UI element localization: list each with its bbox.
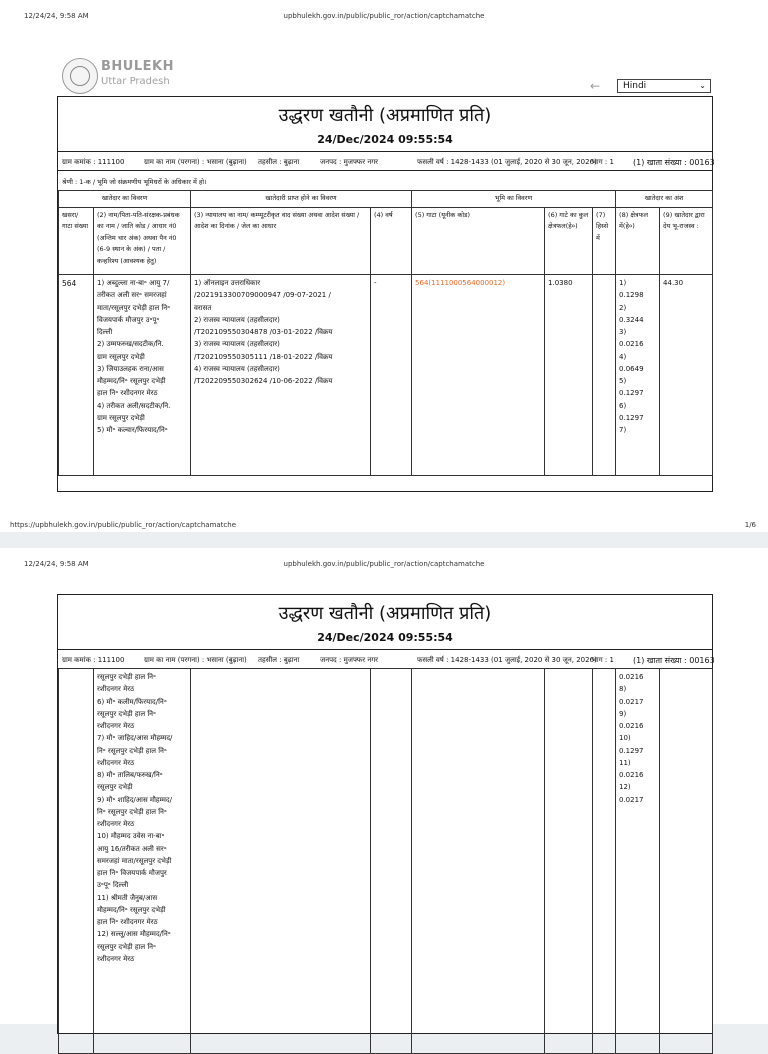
khasra-cell xyxy=(59,669,94,1054)
col-header-name: (2) नाम/पिता-पति-संरक्षक-प्रबंधक का नाम / जाति कोड / आधार नं0 (अन्तिम चार अंक) अथवा पैन नं0 (6-9 स्थान के अंक) / पता / कन्हरिश्य (आवश्यक हेतु) xyxy=(94,208,191,275)
tehsil: तहसील : बुढ़ाना xyxy=(258,158,300,166)
col-header-area: (6) गाटे का कुल क्षेत्रफल(हे०) xyxy=(545,208,593,275)
doc-title: उद्धरण खतौनी (अप्रमाणित प्रति) xyxy=(278,105,492,126)
list-item: 0.0217 xyxy=(619,795,644,804)
bhag: भाग : 1 xyxy=(592,158,614,166)
list-item: समरजहां माता/रसूलपुर दभेड़ी xyxy=(97,856,172,865)
area-cell xyxy=(545,669,593,1054)
list-item: हाल नि॰ रशीदनगर मेरठ xyxy=(97,389,158,398)
col-header-revenue: (9) खातेदार द्वारा देय भू-राजस्व : xyxy=(660,208,713,275)
language-selected: Hindi xyxy=(623,81,647,91)
district: जनपद : मुजफ्फर नगर xyxy=(320,656,379,664)
print-footer-url: https://upbhulekh.gov.in/public/public_ror/action/captchamatche xyxy=(10,521,237,529)
list-item: रशीदनगर मेरठ xyxy=(97,722,135,730)
khata-number: (1) खाता संख्या : 00163 xyxy=(633,656,715,665)
list-item: 1) xyxy=(619,279,627,287)
list-item: /T202109550305111 /18-01-2022 /विक्रय xyxy=(194,352,333,361)
list-item: रसूलपुर दभेड़ी हाल नि॰ xyxy=(97,673,157,681)
list-item: 2) राजस्व न्यायालय (तहसीलदार) xyxy=(194,315,280,324)
list-item: 1) ऑनलाइन उत्तराधिकार xyxy=(194,279,261,287)
list-item: 8) मौ॰ तालिब/फरुख/नि॰ xyxy=(97,771,163,779)
list-item: /T202109550304878 /03-01-2022 /विक्रय xyxy=(194,328,333,336)
list-item: 4) राजस्व न्यायालय (तहसीलदार) xyxy=(194,364,280,373)
print-page-number: 1/6 xyxy=(744,521,756,529)
brand-state: Uttar Pradesh xyxy=(101,76,170,87)
list-item: 4) xyxy=(619,352,627,361)
bhag: भाग : 1 xyxy=(592,656,614,664)
print-url: upbhulekh.gov.in/public/public_ror/action/captchamatche xyxy=(283,12,485,20)
list-item: 12) सल्लू/आस मौहम्मद/नि॰ xyxy=(97,930,171,939)
list-item: 12) xyxy=(619,783,631,792)
list-item: ग्राम रसूलपुर दभेड़ी xyxy=(97,413,145,422)
list-item: 5) मौ॰ कल्वार/फिरयाद/नि॰ xyxy=(97,426,168,434)
group-header-bhumi: भूमि का विवरण xyxy=(412,191,616,208)
list-item: 1) अब्दुल्ला ना-बा॰ आयु 7/ xyxy=(97,279,170,287)
list-item: वरासत xyxy=(194,303,212,312)
list-item: 2) उम्मफरुख/सदटीक/नि. xyxy=(97,340,164,349)
doc-date: 24/Dec/2024 09:55:54 xyxy=(317,133,453,146)
list-item: 0.3244 xyxy=(619,315,644,324)
list-item: 0.0217 xyxy=(619,697,644,706)
table-row xyxy=(59,275,713,476)
list-item: 3) जियाउलहक राना/आस xyxy=(97,364,164,373)
list-item: 9) मौ॰ शाहिद/आस मौहम्मद/ xyxy=(97,795,172,804)
group-header-ansh: खातेदार का अंश xyxy=(616,191,713,208)
list-item: 3) xyxy=(619,328,627,336)
fasli-year: फसली वर्ष : 1428-1433 (01 जुलाई, 2020 से 30 जून, 2026) xyxy=(417,656,597,664)
revenue-value: 44.30 xyxy=(660,275,713,476)
list-item: 10) xyxy=(619,734,631,743)
list-item: तरीकत अली सर॰ समरजहां xyxy=(97,291,167,300)
khatauni-document-continued xyxy=(57,594,713,1034)
year-cell xyxy=(371,669,412,1054)
hissa-cell xyxy=(593,275,616,476)
list-item: 7) xyxy=(619,426,627,434)
gata-cell xyxy=(412,669,545,1054)
list-item: 0.1297 xyxy=(619,413,644,422)
list-item: 6) मौ॰ कलीम/फिरयाद/नि॰ xyxy=(97,697,167,706)
col-header-gata: (5) गाटा (यूनीक कोड) xyxy=(412,208,545,275)
col-header-khasra: खसरा/ गाटा संख्या xyxy=(59,208,94,275)
list-item: रसूलपुर दभेड़ी हाल नि॰ xyxy=(97,709,157,718)
list-item: विजयपार्क मौजपुर उ॰पू॰ xyxy=(97,315,160,324)
list-item: नि॰ रसूलपुर दभेड़ी हाल नि॰ xyxy=(97,746,167,755)
col-header-court: (3) न्यायालय का नाम/ कम्प्यूटरीकृत वाद संख्या अथवा आदेश संख्या / आदेश का दिनांक / जेल का आधार xyxy=(191,208,371,275)
list-item: 9) xyxy=(619,709,627,718)
list-item: मौहम्मद/नि॰ रसूलपुर दभेड़ी xyxy=(97,377,166,385)
list-item: मौहम्मद/नि॰ रसूलपुर दभेड़ी xyxy=(97,905,166,914)
khatauni-table xyxy=(58,190,713,476)
khatauni-document xyxy=(57,96,713,492)
village-code: ग्राम कमांक : 111100 xyxy=(62,656,125,664)
owner-list xyxy=(94,669,191,1054)
chevron-down-icon: ⌄ xyxy=(699,81,706,90)
hissa-cell xyxy=(593,669,616,1054)
list-item: हाल नि॰ विजयपार्क मौजपुर xyxy=(97,869,167,877)
list-item: ग्राम रसूलपुर दभेड़ी xyxy=(97,352,145,361)
list-item: 11) श्रीमती जैनुब/आस xyxy=(97,893,158,902)
village-name: ग्राम का नाम (परगना) : भसाना (बुढ़ाना) xyxy=(144,656,247,664)
list-item: 0.1298 xyxy=(619,291,644,300)
total-area: 1.0380 xyxy=(545,275,593,476)
list-item: रसूलपुर दभेड़ी हाल नि॰ xyxy=(97,942,157,951)
list-item: 0.0649 xyxy=(619,364,644,373)
col-header-hissa: (7) हिस्से में xyxy=(593,208,616,275)
list-item: 0.0216 xyxy=(619,673,644,681)
col-header-year: (4) वर्ष xyxy=(371,208,412,275)
shreni-line: श्रेणी : 1-क / भूमि जो संक्रमणीय भूमिधरों के अधिकार में हो। xyxy=(62,178,207,186)
print-page-2 xyxy=(0,548,768,1024)
group-header-khatedar: खातेदार का विवरण xyxy=(59,191,191,208)
list-item: रशीदनगर मेरठ xyxy=(97,820,135,828)
owner-list xyxy=(94,275,191,476)
khasra-number: 564 xyxy=(59,275,94,476)
print-datetime: 12/24/24, 9:58 AM xyxy=(24,560,89,568)
list-item: 11) xyxy=(619,758,631,767)
up-emblem-logo xyxy=(62,58,98,94)
list-item: 2) xyxy=(619,303,627,312)
district: जनपद : मुजफ्फर नगर xyxy=(320,158,379,166)
list-item: 10) मौहम्मद उवेस ना-बा॰ xyxy=(97,832,165,841)
share-list xyxy=(616,275,660,476)
group-header-aadhar: खातेदारी प्राप्त होने का विवरण xyxy=(191,191,412,208)
village-code: ग्राम कमांक : 111100 xyxy=(62,158,125,166)
order-list xyxy=(191,275,371,476)
list-item: आयु 16/तरीकत अली सर॰ xyxy=(97,844,167,853)
list-item: 4) तरीकत अली/सदटीक/नि. xyxy=(97,401,171,410)
gata-unique-code: 564(1111000564000012) xyxy=(412,275,545,476)
list-item: रशीदनगर मेरठ xyxy=(97,758,135,767)
list-item: माता/रसूलपुर दभेड़ी हाल नि॰ xyxy=(97,303,171,312)
year-value: - xyxy=(371,275,412,476)
list-item: रशीदनगर मेरठ xyxy=(97,685,135,694)
doc-title: उद्धरण खतौनी (अप्रमाणित प्रति) xyxy=(278,603,492,624)
khatauni-table-continued xyxy=(58,668,713,1054)
doc-date: 24/Dec/2024 09:55:54 xyxy=(317,631,453,644)
list-item: 0.0216 xyxy=(619,771,644,779)
village-name: ग्राम का नाम (परगना) : भसाना (बुढ़ाना) xyxy=(144,158,247,166)
list-item: 3) राजस्व न्यायालय (तहसीलदार) xyxy=(194,340,280,349)
list-item: 8) xyxy=(619,685,627,694)
col-header-area-share: (8) क्षेत्रफल में(हे०) xyxy=(616,208,660,275)
print-datetime: 12/24/24, 9:58 AM xyxy=(24,12,89,20)
list-item: रसूलपुर दभेड़ी xyxy=(97,783,133,792)
list-item: दिल्ली xyxy=(97,328,113,336)
list-item: नि॰ रसूलपुर दभेड़ी हाल नि॰ xyxy=(97,807,167,816)
back-arrow-icon[interactable]: ← xyxy=(590,79,601,93)
doc-info-bar xyxy=(58,151,715,171)
list-item: 5) xyxy=(619,377,627,385)
list-item: /T202209550302624 /10-06-2022 /विक्रय xyxy=(194,377,333,385)
khata-number: (1) खाता संख्या : 00163 xyxy=(633,158,715,167)
fasli-year: फसली वर्ष : 1428-1433 (01 जुलाई, 2020 से 30 जून, 2026) xyxy=(417,158,597,166)
table-row xyxy=(59,669,713,1054)
list-item: 0.1297 xyxy=(619,746,644,755)
list-item: हाल नि॰ रशीदनगर मेरठ xyxy=(97,918,158,926)
brand-name: BHULEKH xyxy=(101,59,174,74)
language-select[interactable] xyxy=(617,79,711,93)
order-cell xyxy=(191,669,371,1054)
tehsil: तहसील : बुढ़ाना xyxy=(258,656,300,664)
list-item: 0.1297 xyxy=(619,389,644,398)
list-item: 6) xyxy=(619,401,627,410)
revenue-cell xyxy=(660,669,713,1054)
list-item: /2021913300709000947 /09-07-2021 / xyxy=(194,291,331,300)
print-url: upbhulekh.gov.in/public/public_ror/action/captchamatche xyxy=(283,560,485,568)
doc-info-bar xyxy=(58,649,715,669)
list-item: रशीदनगर मेरठ xyxy=(97,954,135,963)
list-item: उ॰पू॰ दिल्ली xyxy=(97,881,129,890)
share-list xyxy=(616,669,660,1054)
list-item: 7) मौ॰ जाहिद/आस मौहम्मद/ xyxy=(97,734,173,743)
list-item: 0.0216 xyxy=(619,722,644,730)
list-item: 0.0216 xyxy=(619,340,644,349)
